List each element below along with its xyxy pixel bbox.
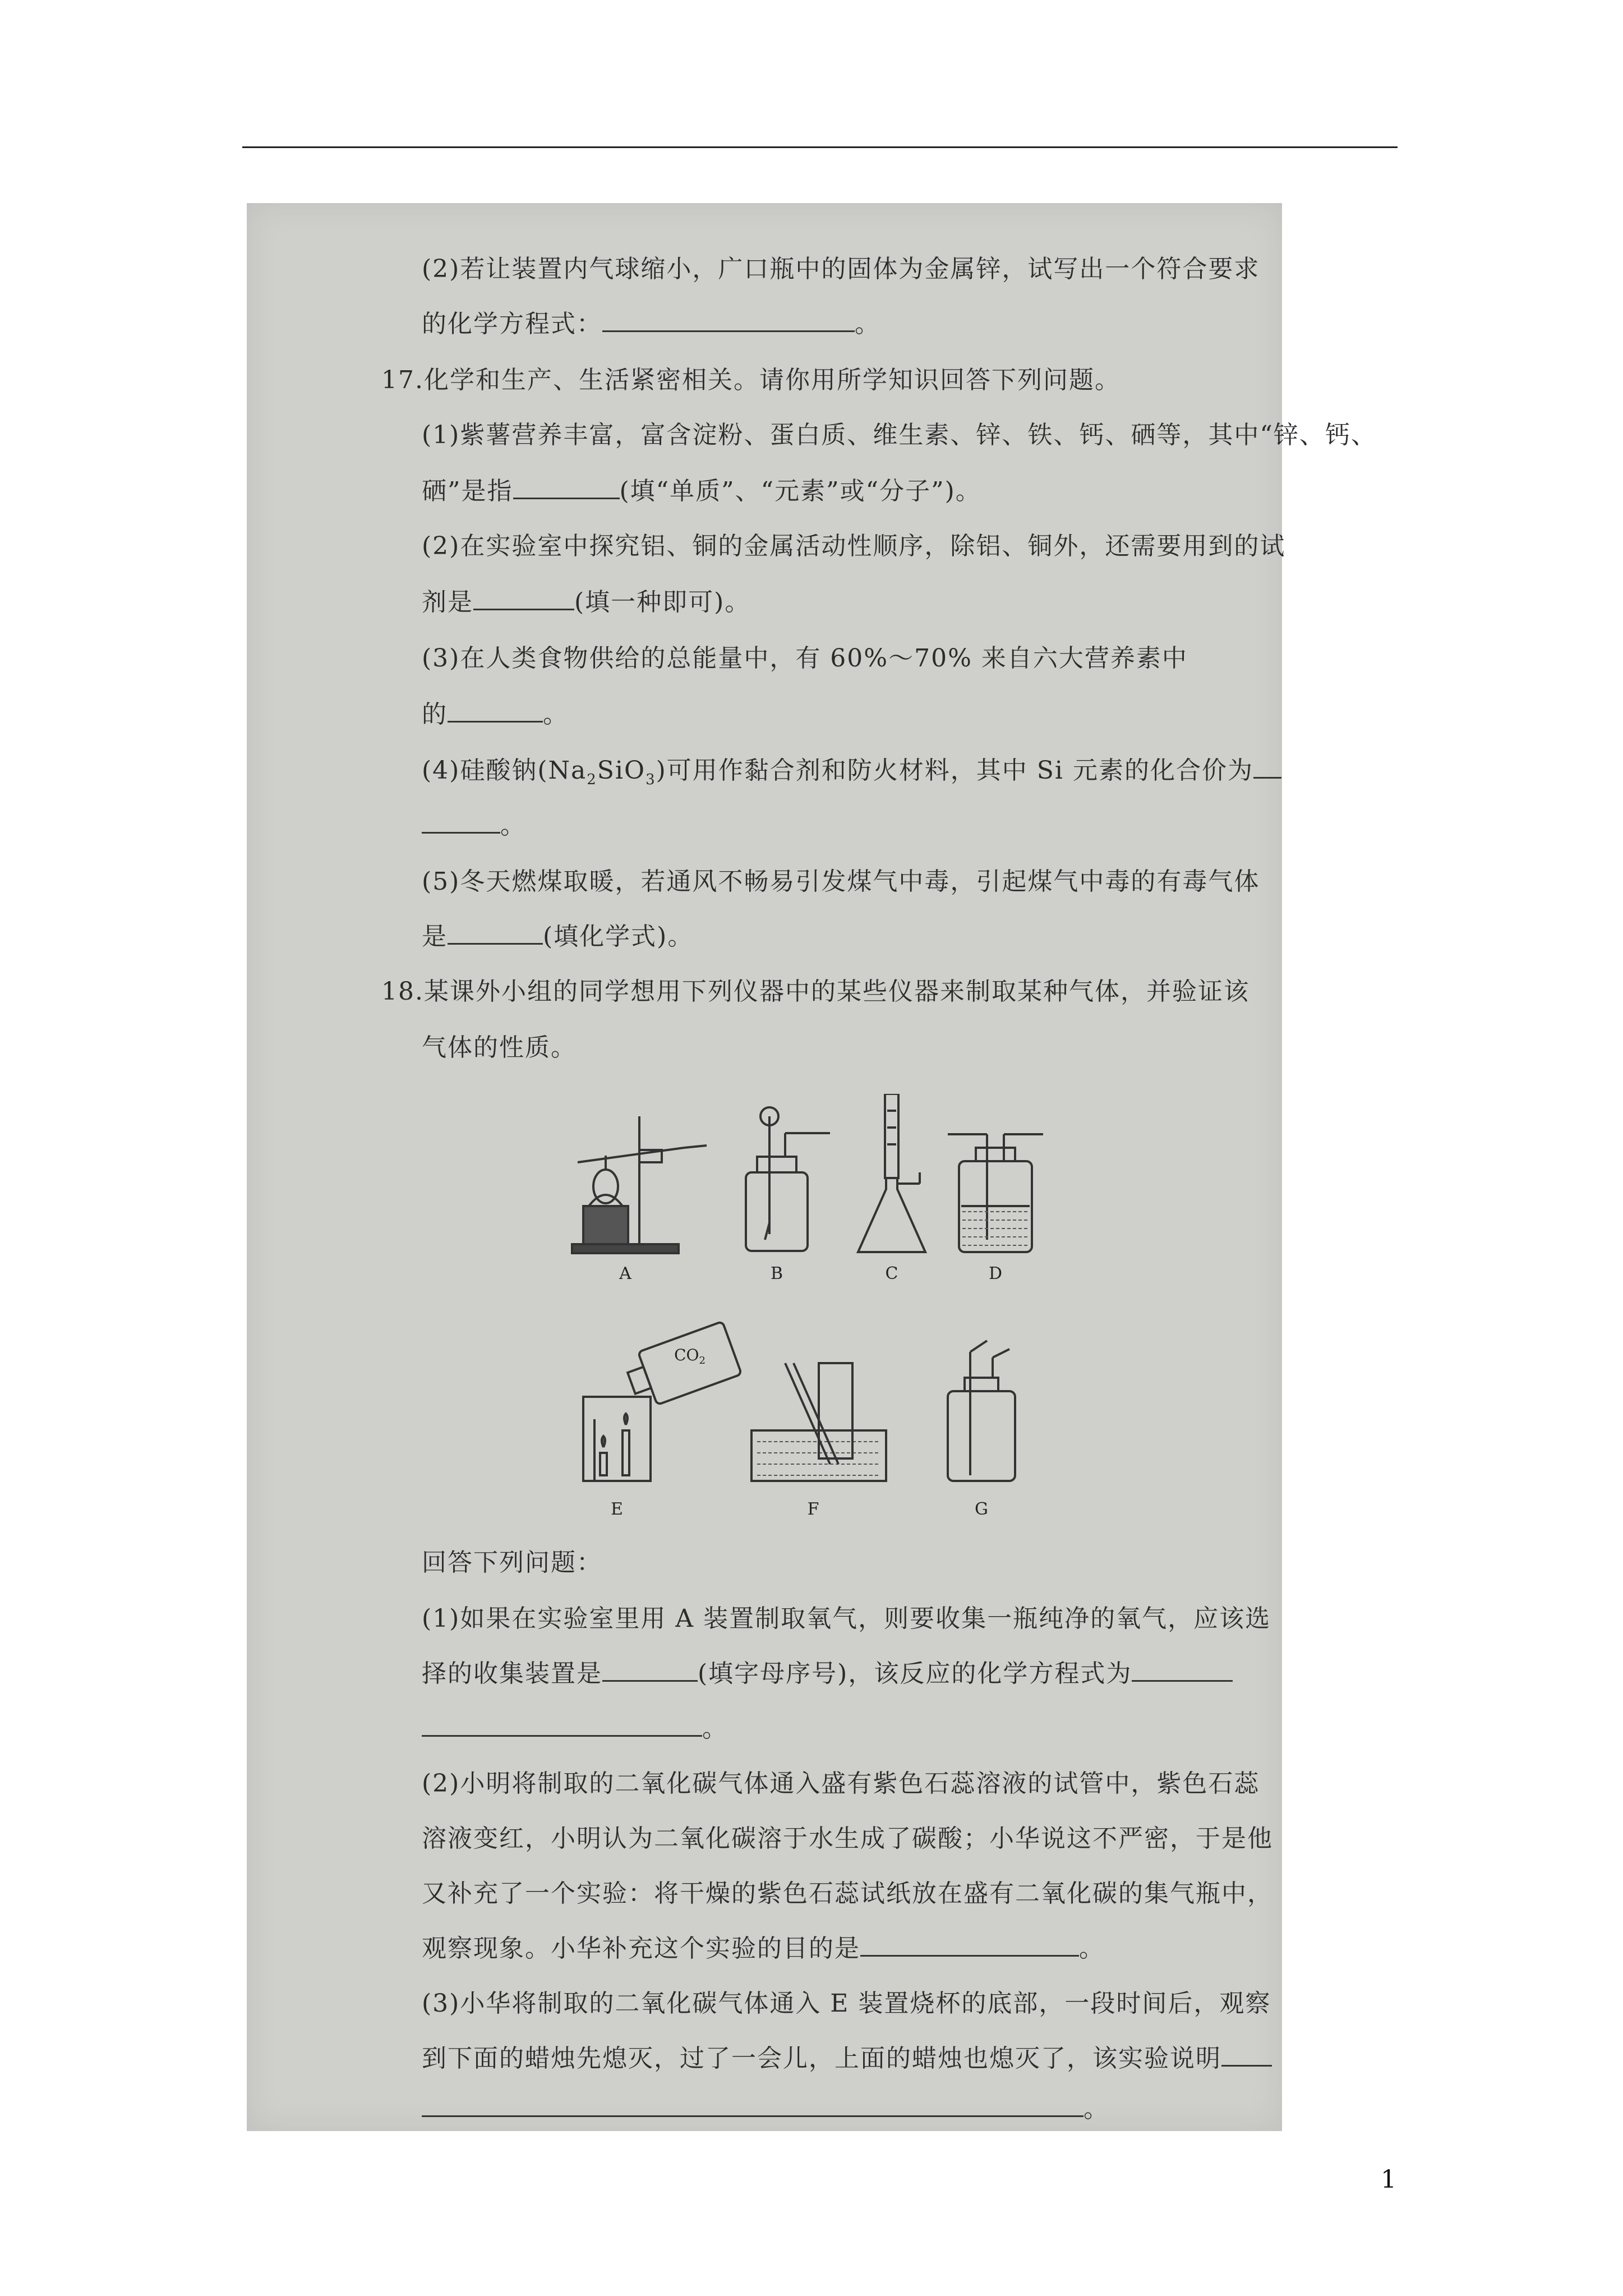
co2-label (674, 1346, 706, 1366)
q17-part4-text-b: SiO (597, 756, 646, 785)
page-number: 1 (1381, 2165, 1396, 2194)
q17-part4-text-a: (4)硅酸钠(Na (422, 756, 587, 785)
q17-part2-prompt: 剂是 (422, 588, 473, 616)
co2-label-main: CO (674, 1346, 699, 1364)
apparatus-d-icon (948, 1134, 1043, 1252)
q18-part2-end: 。 (1079, 1934, 1105, 1963)
q17-part4-blank-start[interactable] (1253, 754, 1281, 779)
q18-part1-line1: (1)如果在实验室里用 A 装置制取氧气，则要收集一瓶纯净的氧气，应该选 (422, 1604, 1271, 1633)
q18-part1-prompt-b: (填字母序号)，该反应的化学方程式为 (698, 1659, 1132, 1688)
q17-part3-line1: (3)在人类食物供给的总能量中，有 60%～70% 来自六大营养素中 (422, 644, 1188, 673)
apparatus-b-icon (746, 1107, 830, 1251)
q18-part3-line1: (3)小华将制取的二氧化碳气体通入 E 装置烧杯的底部，一段时间后，观察 (422, 1989, 1271, 2018)
q18-part2-blank[interactable] (860, 1932, 1079, 1957)
q17-part3-end: 。 (543, 700, 569, 729)
q16-part2-line2 (422, 307, 880, 341)
apparatus-figure (561, 1094, 1133, 1543)
q17-part2-line1: (2)在实验室中探究铝、铜的金属活动性顺序，除铝、铜外，还需要用到的试 (422, 532, 1286, 560)
apparatus-f-icon (751, 1363, 886, 1481)
apparatus-c-icon (858, 1094, 925, 1252)
q18-part3-line3 (422, 2092, 1109, 2126)
apparatus-a-icon (572, 1116, 707, 1253)
q18-part1-end: 。 (702, 1714, 728, 1743)
q16-answer-blank[interactable] (602, 308, 855, 332)
q17-part1-hint: (填“单质”、“元素”或“分子”)。 (619, 477, 981, 505)
q18-part2-line3: 又补充了一个实验：将干燥的紫色石蕊试纸放在盛有二氧化碳的集气瓶中， (422, 1879, 1273, 1908)
q17-part2-blank[interactable] (473, 586, 574, 610)
q17-part4-blank-cont[interactable] (422, 809, 500, 834)
q18-part3-end: 。 (1083, 2095, 1109, 2123)
q18-part1-prompt-a: 择的收集装置是 (422, 1659, 602, 1688)
q17-part1-blank[interactable] (513, 475, 620, 499)
q18-part2-prompt: 观察现象。小华补充这个实验的目的是 (422, 1934, 860, 1963)
q18-part1-line2 (422, 1657, 1233, 1691)
label-b: B (770, 1264, 783, 1283)
q18-part2-line4 (422, 1932, 1105, 1966)
q16-end-mark: 。 (855, 310, 880, 338)
q17-part1-line2 (422, 475, 981, 508)
q17-part4-subscript-2: 3 (645, 771, 656, 788)
q17-part5-blank[interactable] (448, 921, 543, 945)
q17-part2-hint: (填一种即可)。 (574, 588, 751, 616)
q17-part3-blank[interactable] (448, 698, 543, 723)
q17-part1-line1: (1)紫薯营养丰富，富含淀粉、蛋白质、维生素、锌、铁、钙、硒等，其中“锌、钙、 (422, 421, 1377, 449)
q17-part5-line1: (5)冬天燃煤取暖，若通风不畅易引发煤气中毒，引起煤气中毒的有毒气体 (422, 867, 1260, 896)
q18-part3-line2 (422, 2042, 1272, 2076)
label-a: A (619, 1264, 631, 1283)
apparatus-e-icon (583, 1322, 741, 1481)
q18-part1-line3 (422, 1712, 728, 1746)
label-c: C (885, 1264, 898, 1283)
apparatus-g-icon (948, 1341, 1015, 1481)
q18-part2-line1: (2)小明将制取的二氧化碳气体通入盛有紫色石蕊溶液的试管中，紫色石蕊 (422, 1769, 1260, 1798)
q18-stem-line2: 气体的性质。 (422, 1033, 577, 1062)
q17-part4-text-c: )可用作黏合剂和防火材料，其中 Si 元素的化合价为 (656, 756, 1253, 785)
q17-part5-prompt: 是 (422, 922, 448, 951)
co2-label-subscript: 2 (699, 1355, 706, 1366)
q18-stem-line1: 18.某课外小组的同学想用下列仪器中的某些仪器来制取某种气体，并验证该 (381, 977, 1249, 1006)
label-f: F (807, 1499, 819, 1519)
label-g: G (975, 1499, 988, 1519)
q16-part2-line1: (2)若让装置内气球缩小，广口瓶中的固体为金属锌，试写出一个符合要求 (422, 255, 1260, 283)
q18-part1-blank-equation-start[interactable] (1132, 1658, 1233, 1682)
label-d: D (988, 1264, 1003, 1283)
q17-part2-line2 (422, 586, 750, 619)
q16-part2-prompt: 的化学方程式： (422, 310, 602, 338)
q17-part4-line2 (422, 809, 526, 843)
q18-answer-intro: 回答下列问题： (422, 1548, 602, 1577)
q17-part3-prompt: 的 (422, 700, 448, 729)
q18-part1-blank-device[interactable] (602, 1658, 698, 1682)
q17-part5-hint: (填化学式)。 (543, 922, 694, 951)
q17-part4-line1 (422, 754, 1281, 797)
q17-stem: 17.化学和生产、生活紧密相关。请你用所学知识回答下列问题。 (381, 366, 1121, 394)
q18-part3-prompt: 到下面的蜡烛先熄灭，过了一会儿，上面的蜡烛也熄灭了，该实验说明 (422, 2044, 1221, 2073)
q18-part3-blank[interactable] (422, 2093, 1083, 2117)
label-e: E (611, 1499, 623, 1519)
q18-part3-blank-start[interactable] (1221, 2042, 1272, 2067)
q18-part2-line2: 溶液变红，小明认为二氧化碳溶于水生成了碳酸；小华说这不严密，于是他 (422, 1824, 1273, 1853)
q17-part3-line2 (422, 698, 569, 731)
q18-part1-blank-equation[interactable] (422, 1713, 702, 1737)
q17-part4-subscript-1: 2 (587, 771, 597, 788)
q17-part4-end: 。 (500, 811, 526, 840)
header-rule (242, 146, 1398, 148)
q17-part5-line2 (422, 920, 693, 954)
q17-part1-prompt: 硒”是指 (422, 477, 513, 505)
